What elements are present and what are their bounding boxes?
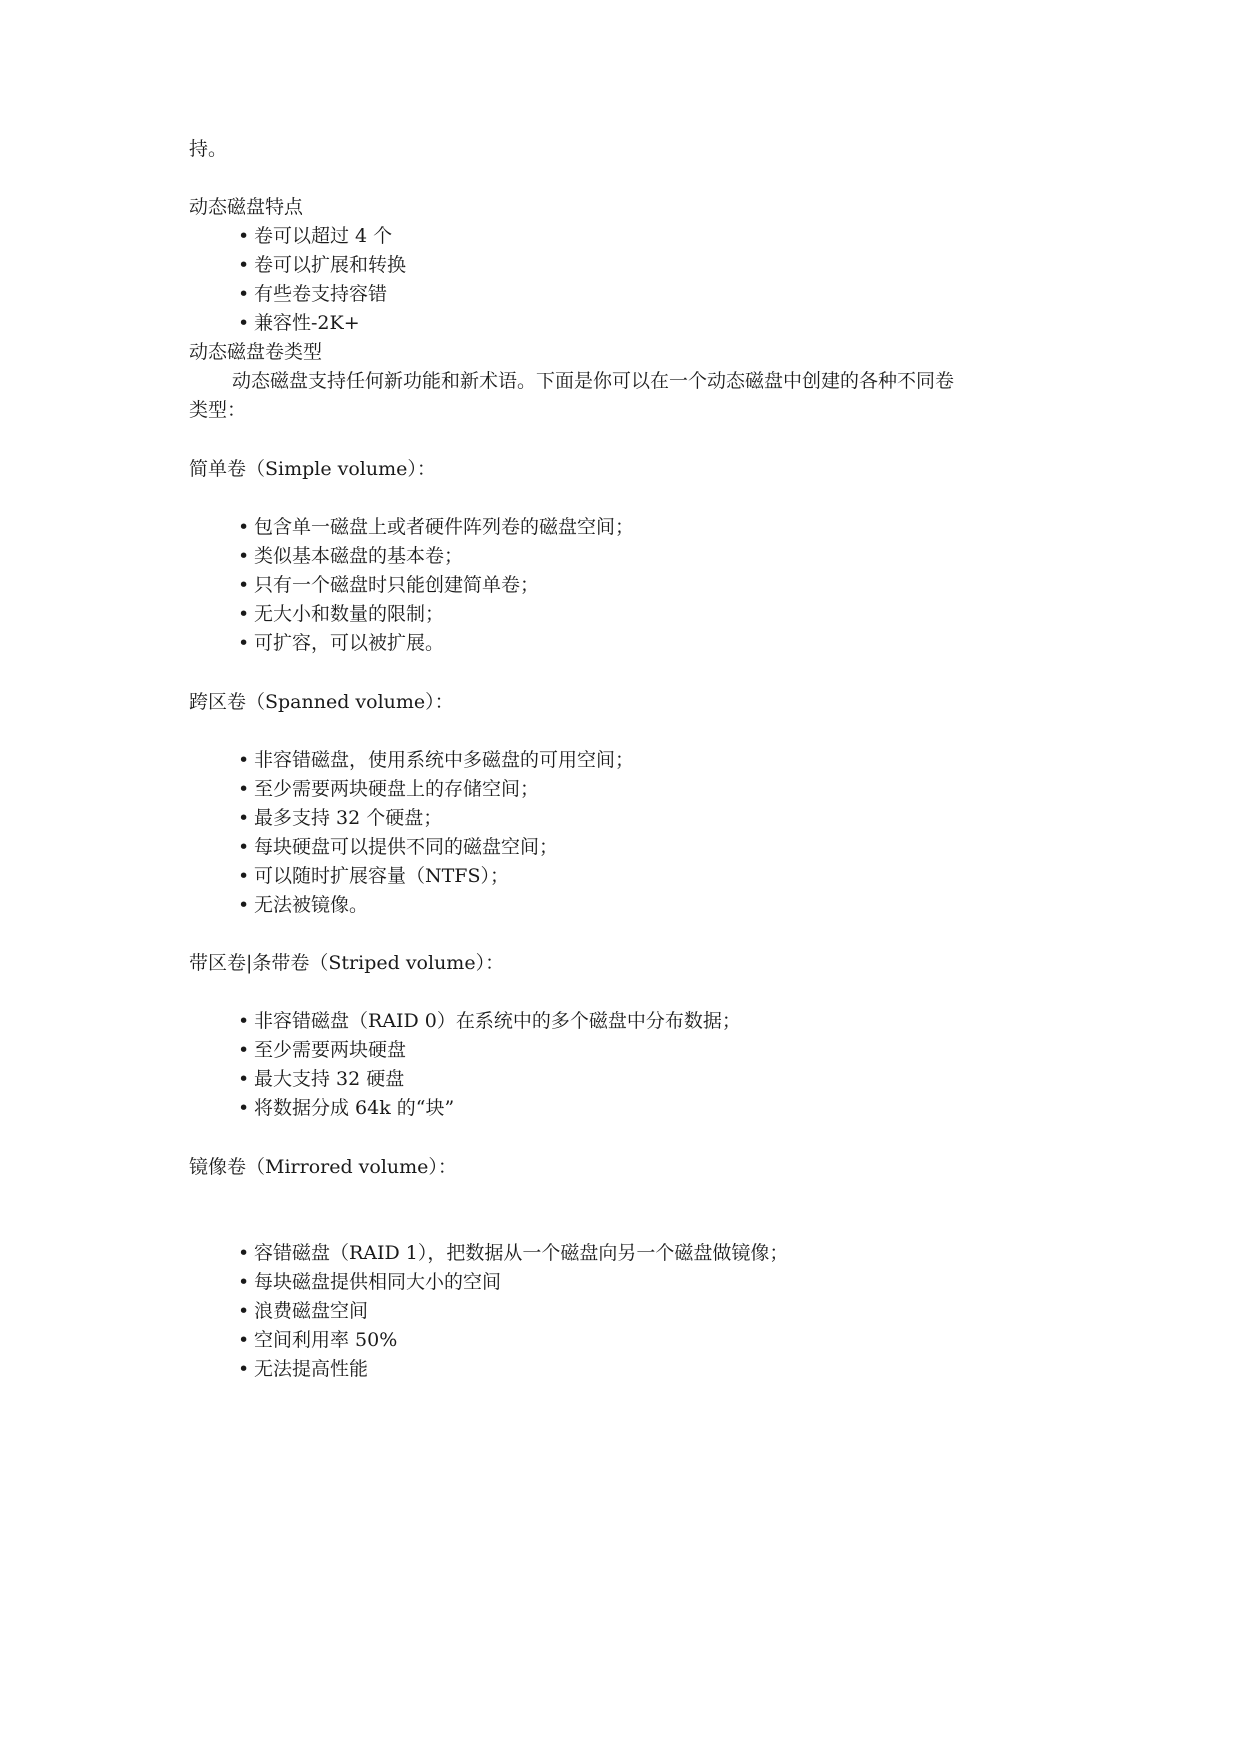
volume-types-paragraph-line2: 类型： [189,399,247,421]
list-item: • 容错磁盘（RAID 1），把数据从一个磁盘向另一个磁盘做镜像； [238,1240,788,1266]
list-item: • 包含单一磁盘上或者硬件阵列卷的磁盘空间； [238,514,634,540]
list-item: • 浪费磁盘空间 [238,1298,368,1324]
list-item: • 非容错磁盘，使用系统中多磁盘的可用空间； [238,747,634,773]
list-item: • 兼容性-2K+ [238,310,360,336]
spanned-volume-heading: 跨区卷（Spanned volume）： [189,691,454,713]
list-item: • 类似基本磁盘的基本卷； [238,543,463,569]
list-item: • 每块磁盘提供相同大小的空间 [238,1269,501,1295]
dynamic-features-heading: 动态磁盘特点 [189,196,304,218]
list-item: • 卷可以扩展和转换 [238,252,406,278]
list-item: • 无大小和数量的限制； [238,601,444,627]
list-item: • 最多支持 32 个硬盘； [238,805,442,831]
list-item: • 将数据分成 64k 的“块” [238,1095,454,1121]
list-item: • 可以随时扩展容量（NTFS）； [238,863,509,889]
list-item: • 无法被镜像。 [238,892,368,918]
list-item: • 空间利用率 50% [238,1327,397,1353]
simple-volume-heading: 简单卷（Simple volume）： [189,458,436,480]
list-item: • 可扩容，可以被扩展。 [238,630,444,656]
list-item: • 至少需要两块硬盘 [238,1037,406,1063]
intro-tail-text: 持。 [189,138,228,160]
list-item: • 只有一个磁盘时只能创建简单卷； [238,572,539,598]
striped-volume-heading: 带区卷|条带卷（Striped volume）： [189,952,505,974]
list-item: • 最大支持 32 硬盘 [238,1066,404,1092]
volume-types-heading: 动态磁盘卷类型 [189,341,323,363]
list-item: • 无法提高性能 [238,1356,368,1382]
list-item: • 卷可以超过 4 个 [238,223,392,249]
mirrored-volume-heading: 镜像卷（Mirrored volume）： [189,1156,457,1178]
list-item: • 非容错磁盘（RAID 0）在系统中的多个磁盘中分布数据； [238,1008,741,1034]
list-item: • 每块硬盘可以提供不同的磁盘空间； [238,834,558,860]
list-item: • 至少需要两块硬盘上的存储空间； [238,776,539,802]
volume-types-paragraph-line1: 动态磁盘支持任何新功能和新术语。下面是你可以在一个动态磁盘中创建的各种不同卷 [232,370,955,392]
list-item: • 有些卷支持容错 [238,281,387,307]
